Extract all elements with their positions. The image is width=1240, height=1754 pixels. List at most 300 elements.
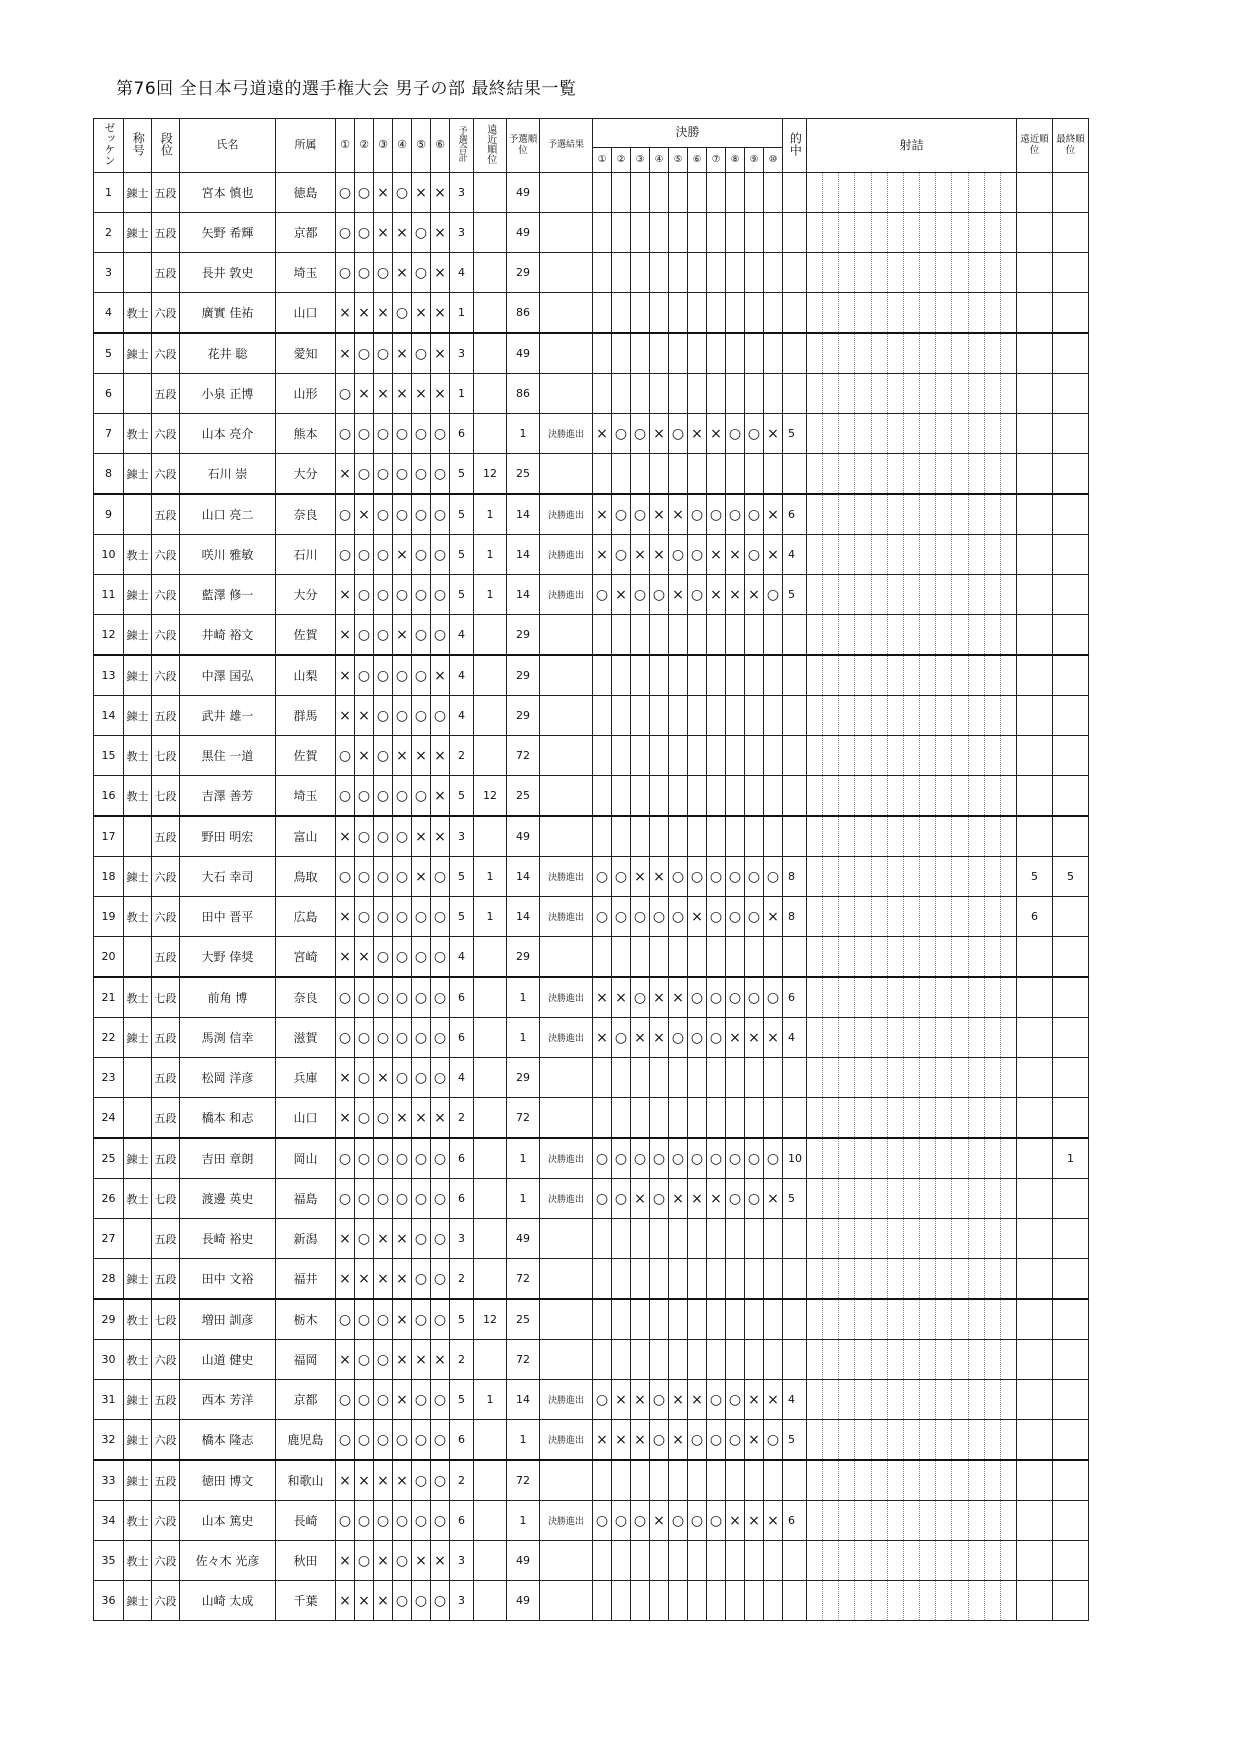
final-shot-cell: ○ [726,1179,745,1219]
prelim-shot-cell: ○ [374,1299,393,1340]
final-shot-cell [707,1219,726,1259]
final-rank-cell [1053,454,1089,495]
pref-cell: 埼玉 [276,253,336,293]
shogo-cell: 錬士 [124,696,152,736]
shoot-off-slot [854,897,870,936]
hits-cell [783,454,807,495]
far-rank-cell [474,1179,507,1219]
shogo-cell: 教士 [124,736,152,776]
shoot-off-grid [807,173,1016,212]
prelim-shot-cell: ○ [374,454,393,495]
final-shot-cell [631,1259,650,1300]
shoot-off-slot [951,817,967,856]
shoot-off-slot [935,1018,951,1057]
prelim-shot-cell: ○ [412,494,431,535]
prelim-total-cell: 3 [450,173,474,213]
final-shot-cell: × [764,1018,783,1058]
hits-cell [783,937,807,978]
shoot-off-slot [822,374,838,413]
final-rank-cell [1053,776,1089,817]
hits-cell: 4 [783,1380,807,1420]
prelim-shot-cell: × [393,615,412,656]
shoot-off-slot [903,817,919,856]
shoot-off-slot [871,656,887,695]
shoot-off-slot [951,897,967,936]
table-row [94,1018,1089,1058]
final-shot-cell: ○ [669,897,688,937]
prelim-shot-cell: ○ [336,1420,355,1461]
final-shot-cell [707,1098,726,1139]
final-shot-cell [612,696,631,736]
prelim-shot-cell: × [355,1259,374,1300]
final-shot-cell [593,1058,612,1098]
shoot-off-slot [807,897,822,936]
shoot-off-slot [854,937,870,976]
final-shot-cell: ○ [631,897,650,937]
final-shot-cell [593,1219,612,1259]
prelim-shot-cell: ○ [336,414,355,454]
final-rank-cell [1053,1018,1089,1058]
final-shot-cell [688,333,707,374]
shoot-off-slot [822,1380,838,1419]
final-shot-cell [745,937,764,978]
shoot-off-slot [887,776,903,815]
shoot-off-slot [1000,334,1016,373]
shoot-off-slot [984,334,1000,373]
shoot-off-slot [935,937,951,976]
shoot-off-slot [871,1259,887,1298]
name-cell: 田中 晋平 [180,897,276,937]
final-shot-cell [631,333,650,374]
shoot-off-slot [838,173,854,212]
prelim-shot-cell: ○ [374,655,393,696]
final-shot-cell: ○ [726,977,745,1018]
final-shot-cell [707,293,726,334]
prelim-shot-cell: × [412,816,431,857]
final-shot-cell [612,1581,631,1621]
prelim-total-cell: 1 [450,374,474,414]
final-shot-cell: ○ [612,1018,631,1058]
dan-cell: 五段 [152,1460,180,1501]
shoot-off-cell [807,736,1017,776]
header-name: 氏名 [180,119,276,173]
final-shot-cell: × [669,1179,688,1219]
pref-cell: 京都 [276,213,336,253]
prelim-shot-cell: × [412,374,431,414]
final-shot-cell: ○ [593,897,612,937]
final-rank-cell [1053,1380,1089,1420]
final-rank-cell [1053,1541,1089,1581]
shoot-off-slot [968,1461,984,1500]
shoot-off-slot [887,1259,903,1298]
final-shot-cell [745,1581,764,1621]
final-shot-cell [631,696,650,736]
shoot-off-slot [1000,253,1016,292]
final-shot-cell: × [669,977,688,1018]
final-shot-cell: ○ [593,1138,612,1179]
prelim-shot-cell: ○ [393,173,412,213]
pref-cell: 千葉 [276,1581,336,1621]
final-shot-cell [650,1299,669,1340]
table-row [94,535,1089,575]
shoot-off-slot [807,1541,822,1580]
final-shot-cell: × [745,1018,764,1058]
table-row [94,1259,1089,1300]
final-shot-cell: ○ [631,1501,650,1541]
pref-cell: 山口 [276,1098,336,1139]
final-rank-cell [1053,213,1089,253]
dan-cell: 五段 [152,1018,180,1058]
dan-cell: 七段 [152,736,180,776]
shoot-off-slot [822,1581,838,1620]
final-shot-cell: × [764,897,783,937]
shoot-off-slot [968,776,984,815]
hits-cell [783,1098,807,1139]
header-final-shot-4: ④ [650,148,669,173]
prelim-shot-cell: ○ [412,213,431,253]
prelim-rank-cell: 1 [507,1420,540,1461]
prelim-shot-cell: ○ [355,213,374,253]
shoot-off-cell [807,1219,1017,1259]
bib-cell: 19 [94,897,124,937]
prelim-rank-cell: 1 [507,977,540,1018]
shoot-off-slot [822,978,838,1017]
shogo-cell: 錬士 [124,1380,152,1420]
final-shot-cell [612,1219,631,1259]
shoot-off-grid [807,1420,1016,1459]
enkin-rank-cell [1017,655,1053,696]
final-shot-cell [764,454,783,495]
shoot-off-slot [903,1058,919,1097]
pref-cell: 奈良 [276,977,336,1018]
final-shot-cell: ○ [593,1179,612,1219]
prelim-shot-cell: × [412,173,431,213]
final-shot-cell: × [593,535,612,575]
final-shot-cell [650,1098,669,1139]
header-final-shot-10: ⑩ [764,148,783,173]
shoot-off-slot [838,213,854,252]
prelim-result-cell: 決勝進出 [540,897,593,937]
shoot-off-slot [951,1581,967,1620]
shoot-off-slot [935,575,951,614]
shoot-off-slot [871,414,887,453]
bib-cell: 3 [94,253,124,293]
header-prelim-shot-5: ⑤ [412,119,431,173]
shoot-off-slot [1000,1098,1016,1137]
final-shot-cell: ○ [593,1501,612,1541]
pref-cell: 岡山 [276,1138,336,1179]
prelim-shot-cell: ○ [412,1420,431,1461]
final-shot-cell: ○ [688,494,707,535]
shoot-off-grid [807,897,1016,936]
final-shot-cell [593,696,612,736]
prelim-shot-cell: × [431,1541,450,1581]
final-shot-cell: × [726,575,745,615]
table-row [94,1179,1089,1219]
prelim-shot-cell: ○ [355,1541,374,1581]
final-shot-cell [631,1098,650,1139]
header-final-shot-3: ③ [631,148,650,173]
final-shot-cell: × [688,414,707,454]
final-shot-cell: × [764,535,783,575]
shoot-off-slot [838,293,854,332]
final-shot-cell [726,1340,745,1380]
final-shot-cell: × [631,1179,650,1219]
final-shot-cell: × [707,414,726,454]
prelim-shot-cell: ○ [355,535,374,575]
shoot-off-slot [951,293,967,332]
far-rank-cell [474,696,507,736]
final-shot-cell: ○ [612,857,631,897]
pref-cell: 秋田 [276,1541,336,1581]
final-shot-cell [612,736,631,776]
prelim-shot-cell: ○ [431,977,450,1018]
enkin-rank-cell [1017,816,1053,857]
final-shot-cell [650,937,669,978]
shoot-off-slot [903,1139,919,1178]
hits-cell: 8 [783,897,807,937]
prelim-shot-cell: ○ [431,1420,450,1461]
prelim-shot-cell: ○ [374,575,393,615]
shoot-off-slot [1000,1380,1016,1419]
shoot-off-slot [807,978,822,1017]
final-shot-cell [707,253,726,293]
far-rank-cell [474,1460,507,1501]
enkin-rank-cell [1017,1420,1053,1461]
final-shot-cell [612,173,631,213]
bib-cell: 8 [94,454,124,495]
final-shot-cell [593,333,612,374]
shoot-off-slot [1000,1219,1016,1258]
final-shot-cell [726,374,745,414]
shoot-off-slot [919,1098,935,1137]
prelim-shot-cell: ○ [355,1138,374,1179]
shoot-off-slot [968,978,984,1017]
prelim-total-cell: 3 [450,213,474,253]
hits-cell: 5 [783,1179,807,1219]
shoot-off-slot [871,1380,887,1419]
shoot-off-slot [951,937,967,976]
shoot-off-slot [822,857,838,896]
prelim-rank-cell: 14 [507,1380,540,1420]
shoot-off-slot [871,897,887,936]
final-shot-cell [650,253,669,293]
prelim-shot-cell: ○ [412,1501,431,1541]
shogo-cell: 錬士 [124,615,152,656]
table-header [94,119,1089,173]
table-row [94,414,1089,454]
final-shot-cell [669,615,688,656]
shoot-off-slot [871,817,887,856]
shoot-off-slot [887,1581,903,1620]
shoot-off-slot [951,656,967,695]
shoot-off-cell [807,1340,1017,1380]
final-shot-cell [612,1098,631,1139]
final-rank-cell [1053,253,1089,293]
final-shot-cell: ○ [688,1138,707,1179]
enkin-rank-cell [1017,1340,1053,1380]
shoot-off-grid [807,736,1016,775]
final-shot-cell [593,454,612,495]
shoot-off-slot [822,1018,838,1057]
shoot-off-slot [1000,776,1016,815]
shoot-off-slot [919,1581,935,1620]
prelim-shot-cell: ○ [355,1098,374,1139]
shoot-off-slot [919,1259,935,1298]
prelim-rank-cell: 29 [507,937,540,978]
prelim-shot-cell: ○ [412,1380,431,1420]
shoot-off-slot [838,414,854,453]
final-shot-cell: ○ [707,1501,726,1541]
final-rank-cell [1053,1420,1089,1461]
shoot-off-slot [887,1219,903,1258]
header-prelim-total: 予選合計 [450,119,474,173]
prelim-shot-cell: ○ [393,1420,412,1461]
pref-cell: 福岡 [276,1340,336,1380]
shoot-off-slot [968,1420,984,1459]
shoot-off-slot [935,334,951,373]
bib-cell: 31 [94,1380,124,1420]
prelim-shot-cell: ○ [412,535,431,575]
dan-cell: 六段 [152,575,180,615]
prelim-total-cell: 3 [450,1219,474,1259]
shoot-off-slot [887,656,903,695]
header-prelim-shot-3: ③ [374,119,393,173]
prelim-total-cell: 6 [450,1179,474,1219]
final-shot-cell [631,615,650,656]
pref-cell: 富山 [276,816,336,857]
final-shot-cell [593,816,612,857]
shoot-off-slot [935,1139,951,1178]
bib-cell: 33 [94,1460,124,1501]
prelim-total-cell: 6 [450,977,474,1018]
header-final-shot-1: ① [593,148,612,173]
final-shot-cell: ○ [650,1138,669,1179]
shoot-off-slot [919,1380,935,1419]
bib-cell: 20 [94,937,124,978]
shoot-off-slot [919,776,935,815]
final-rank-cell [1053,1460,1089,1501]
shoot-off-slot [838,1179,854,1218]
shoot-off-grid [807,776,1016,815]
shoot-off-cell [807,897,1017,937]
shoot-off-slot [919,1461,935,1500]
name-cell: 長井 敦史 [180,253,276,293]
shoot-off-cell [807,173,1017,213]
shoot-off-slot [984,776,1000,815]
shoot-off-slot [903,736,919,775]
final-shot-cell: × [593,1420,612,1461]
final-rank-cell [1053,1179,1089,1219]
final-shot-cell: × [612,1420,631,1461]
prelim-shot-cell: × [355,494,374,535]
name-cell: 西本 芳洋 [180,1380,276,1420]
final-shot-cell: ○ [726,857,745,897]
shoot-off-slot [984,414,1000,453]
shoot-off-slot [919,696,935,735]
shoot-off-slot [951,776,967,815]
final-shot-cell [688,937,707,978]
prelim-result-cell: 決勝進出 [540,857,593,897]
shoot-off-slot [887,495,903,534]
shoot-off-slot [1000,1340,1016,1379]
final-shot-cell [650,293,669,334]
shoot-off-slot [951,1259,967,1298]
final-shot-cell [745,293,764,334]
shogo-cell: 錬士 [124,333,152,374]
prelim-shot-cell: × [374,1259,393,1300]
pref-cell: 福島 [276,1179,336,1219]
shoot-off-slot [903,1420,919,1459]
shoot-off-slot [919,1501,935,1540]
shoot-off-slot [984,173,1000,212]
shoot-off-slot [807,1420,822,1459]
hits-cell [783,173,807,213]
prelim-shot-cell: ○ [355,655,374,696]
shoot-off-slot [871,495,887,534]
shoot-off-slot [951,736,967,775]
shoot-off-slot [984,213,1000,252]
name-cell: 野田 明宏 [180,816,276,857]
final-shot-cell: ○ [707,1018,726,1058]
enkin-rank-cell [1017,1058,1053,1098]
far-rank-cell: 1 [474,494,507,535]
final-shot-cell: ○ [688,575,707,615]
final-shot-cell [745,1299,764,1340]
prelim-rank-cell: 14 [507,575,540,615]
enkin-rank-cell [1017,1259,1053,1300]
shoot-off-slot [807,213,822,252]
prelim-shot-cell: ○ [431,1581,450,1621]
dan-cell: 六段 [152,454,180,495]
shoot-off-slot [984,817,1000,856]
shoot-off-slot [838,495,854,534]
shoot-off-slot [854,213,870,252]
prelim-shot-cell: × [412,857,431,897]
prelim-shot-cell: ○ [393,1501,412,1541]
prelim-shot-cell: × [336,1098,355,1139]
final-shot-cell [726,1541,745,1581]
shoot-off-slot [887,1420,903,1459]
final-shot-cell [650,696,669,736]
shoot-off-slot [838,1300,854,1339]
shoot-off-slot [887,575,903,614]
prelim-shot-cell: ○ [431,1138,450,1179]
shoot-off-slot [984,615,1000,654]
bib-cell: 27 [94,1219,124,1259]
table-row [94,213,1089,253]
shoot-off-slot [1000,293,1016,332]
shoot-off-slot [903,454,919,493]
final-shot-cell [764,333,783,374]
shogo-cell: 錬士 [124,173,152,213]
shoot-off-grid [807,454,1016,493]
final-shot-cell [631,374,650,414]
pref-cell: 愛知 [276,333,336,374]
shogo-cell: 錬士 [124,575,152,615]
shogo-cell: 錬士 [124,655,152,696]
bib-cell: 24 [94,1098,124,1139]
shoot-off-slot [807,1340,822,1379]
shogo-cell: 錬士 [124,1018,152,1058]
shoot-off-slot [919,575,935,614]
dan-cell: 五段 [152,1098,180,1139]
shoot-off-slot [935,1340,951,1379]
enkin-rank-cell [1017,1179,1053,1219]
final-shot-cell [650,454,669,495]
shoot-off-slot [1000,1501,1016,1540]
prelim-shot-cell: ○ [374,1138,393,1179]
